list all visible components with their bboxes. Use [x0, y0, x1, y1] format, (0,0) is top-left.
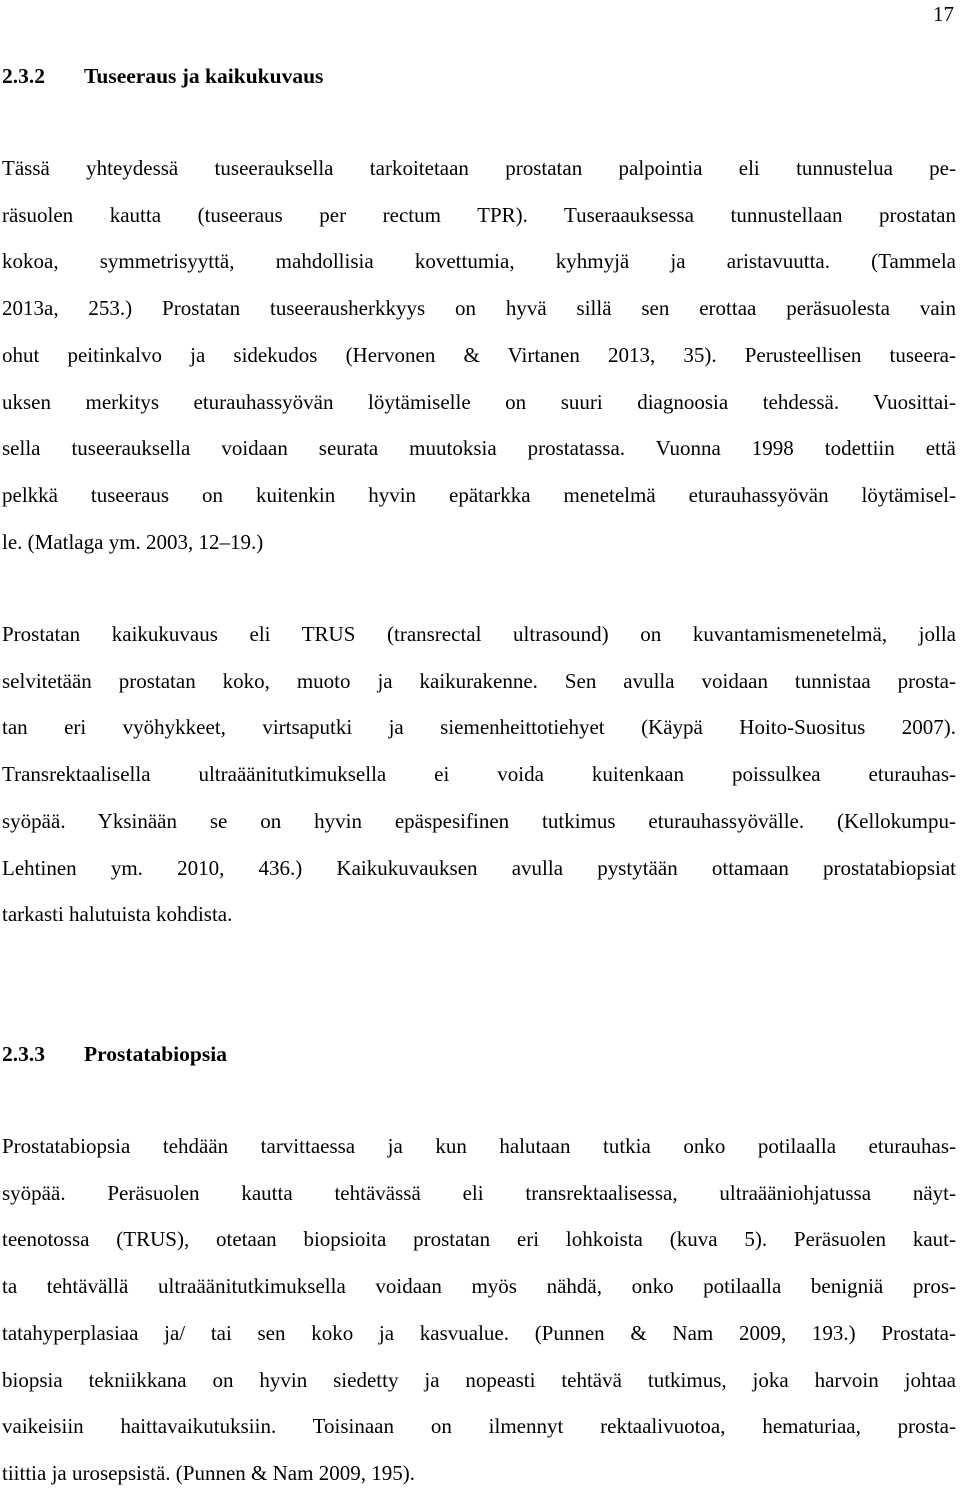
text-line: ohut peitinkalvo ja sidekudos (Hervonen & Virtanen 2013, 35). Perusteellisen tuseera-	[2, 342, 956, 367]
text-line: kokoa, symmetrisyyttä, mahdollisia kovettumia, kyhmyjä ja aristavuutta. (Tammela	[2, 249, 956, 274]
text-line: syöpää. Peräsuolen kautta tehtävässä eli transrektaalisessa, ultraääniohjatussa näyt-	[2, 1180, 956, 1205]
text-line: vaikeisiin haittavaikutuksiin. Toisinaan on ilmennyt rektaalivuotoa, hematuriaa, prosta-	[2, 1414, 956, 1439]
text-line: pelkkä tuseeraus on kuitenkin hyvin epätarkka menetelmä eturauhassyövän löytämisel-	[2, 482, 956, 507]
section-title: Tuseeraus ja kaikukuvaus	[84, 64, 324, 88]
text-line: le. (Matlaga ym. 2003, 12–19.)	[2, 529, 264, 554]
text-line: Transrektaalisella ultraäänitutkimuksella ei voida kuitenkaan poissulkea eturauhas-	[2, 762, 956, 787]
text-line: selvitetään prostatan koko, muoto ja kaikurakenne. Sen avulla voidaan tunnistaa prosta-	[2, 668, 956, 693]
section-title: Prostatabiopsia	[84, 1042, 227, 1066]
text-line: Tässä yhteydessä tuseerauksella tarkoitetaan prostatan palpointia eli tunnustelua pe-	[2, 156, 956, 180]
section-number: 2.3.3	[2, 1042, 45, 1066]
text-line: tatahyperplasiaa ja/ tai sen koko ja kasvualue. (Punnen & Nam 2009, 193.) Prostata-	[2, 1320, 956, 1345]
section-number: 2.3.2	[2, 64, 45, 88]
text-line: teenotossa (TRUS), otetaan biopsioita prostatan eri lohkoista (kuva 5). Peräsuolen kaut-	[2, 1227, 956, 1252]
text-line: Prostatan kaikukuvaus eli TRUS (transrectal ultrasound) on kuvantamismenetelmä, jolla	[2, 622, 956, 646]
text-line: Prostatabiopsia tehdään tarvittaessa ja kun halutaan tutkia onko potilaalla eturauhas-	[2, 1134, 956, 1158]
text-line: uksen merkitys eturauhassyövän löytämiselle on suuri diagnoosia tehdessä. Vuosittai-	[2, 389, 956, 414]
text-line: biopsia tekniikkana on hyvin siedetty ja nopeasti tehtävä tutkimus, joka harvoin johtaa	[2, 1367, 956, 1392]
text-line: räsuolen kautta (tuseeraus per rectum TPR). Tuseraauksessa tunnustellaan prostatan	[2, 202, 956, 227]
page-number: 17	[933, 2, 954, 26]
text-line: tan eri vyöhykkeet, virtsaputki ja siemenheittotiehyet (Käypä Hoito-Suositus 2007).	[2, 715, 956, 740]
text-line: sella tuseerauksella voidaan seurata muutoksia prostatassa. Vuonna 1998 todettiin että	[2, 436, 956, 461]
text-line: ta tehtävällä ultraäänitutkimuksella voidaan myös nähdä, onko potilaalla benigniä pros-	[2, 1274, 956, 1299]
text-line: tarkasti halutuista kohdista.	[2, 902, 233, 927]
paragraph-tuseeraus	[2, 145, 956, 565]
paragraph-prostatabiopsia	[2, 1123, 956, 1497]
text-line: tiittia ja urosepsistä. (Punnen & Nam 2009, 195).	[2, 1460, 415, 1485]
paragraph-kaikukuvaus	[2, 611, 956, 938]
section-heading-2-3-2	[2, 62, 323, 90]
text-line: 2013a, 253.) Prostatan tuseerausherkkyys on hyvä sillä sen erottaa peräsuolesta vain	[2, 296, 956, 321]
text-line: Lehtinen ym. 2010, 436.) Kaikukuvauksen avulla pystytään ottamaan prostatabiopsiat	[2, 855, 956, 880]
text-line: syöpää. Yksinään se on hyvin epäspesifinen tutkimus eturauhassyövälle. (Kellokumpu-	[2, 808, 956, 833]
section-heading-2-3-3	[2, 1040, 227, 1068]
